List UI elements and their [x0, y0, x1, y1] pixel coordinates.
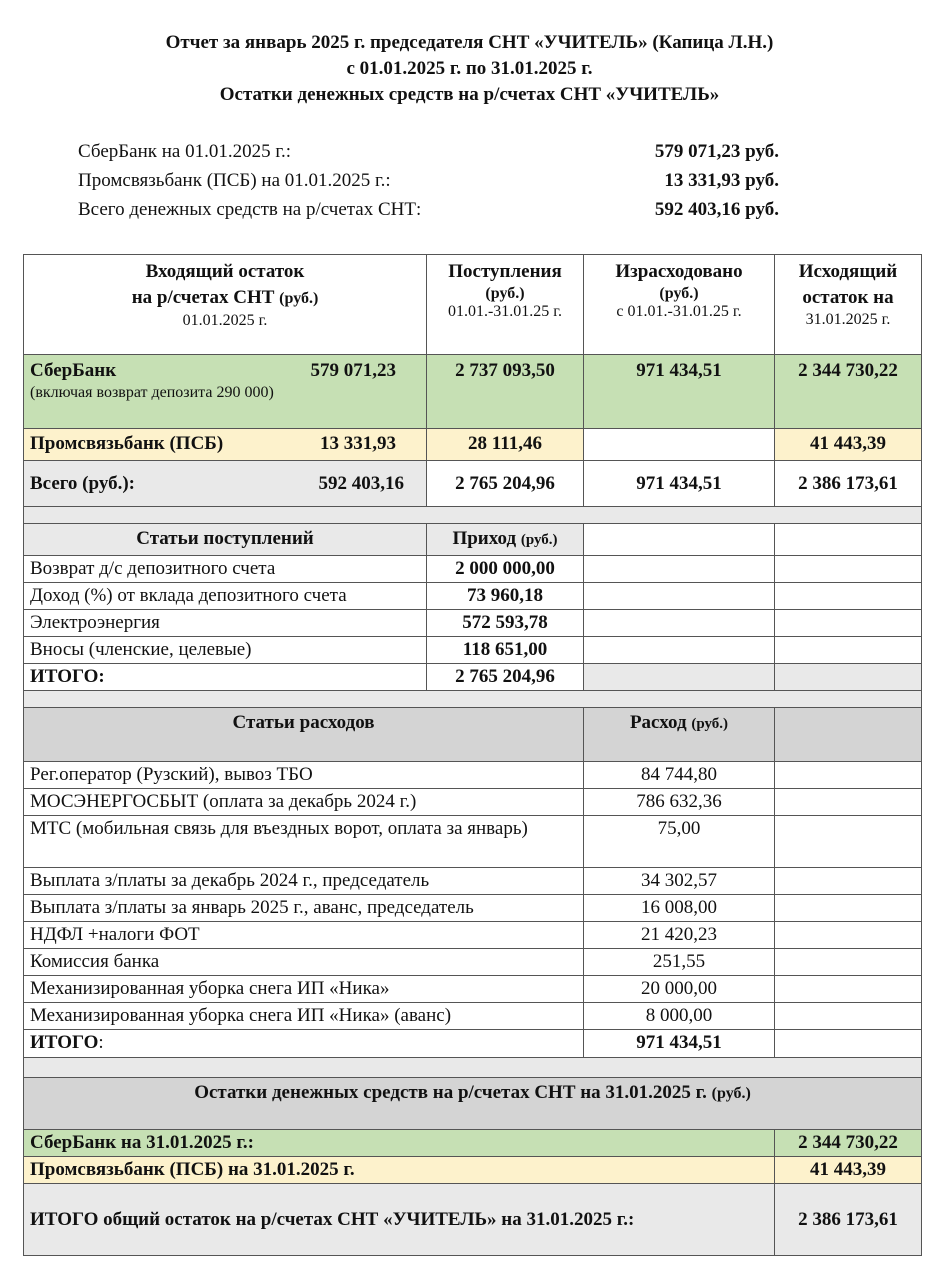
income-row-label: Электроэнергия: [24, 610, 427, 637]
closing-total-amount: 2 386 173,61: [775, 1184, 922, 1256]
spacer-row: [24, 507, 922, 524]
expense-total-amount: 971 434,51: [584, 1030, 775, 1058]
col-opening-header: [24, 255, 427, 355]
expense-row-label: МТС (мобильная связь для въездных ворот, оплата за январь): [24, 816, 584, 868]
expense-row-label: Механизированная уборка снега ИП «Ника»: [24, 976, 584, 1003]
report-table: [23, 254, 922, 1256]
closing-header-row: [24, 1078, 922, 1130]
report-subtitle: Остатки денежных средств на р/счетах СНТ «УЧИТЕЛЬ»: [219, 84, 720, 105]
expense-row: [24, 868, 922, 895]
expense-row: [24, 762, 922, 789]
expense-row: [24, 976, 922, 1003]
expense-row-label: Выплата з/платы за январь 2025 г., аванс, председатель: [24, 895, 584, 922]
total-closing: 2 386 173,61: [775, 461, 922, 507]
expense-header-amount: Расход: [629, 712, 687, 733]
income-header-amount: Приход: [452, 528, 517, 549]
closing-psb-amount: 41 443,39: [775, 1157, 922, 1184]
col-opening-unit: (руб.): [279, 290, 319, 307]
col-spent-unit: (руб.): [659, 285, 699, 302]
balance-row-total: [24, 461, 922, 507]
expense-total-row: [24, 1030, 922, 1058]
col-closing-line1: Исходящий: [798, 261, 898, 282]
psb-cell: [24, 429, 427, 461]
income-header-unit: (руб.): [520, 532, 558, 548]
expense-total-label: ИТОГО: [30, 1032, 99, 1053]
expense-row-amount: 84 744,80: [584, 762, 775, 789]
income-row: [24, 637, 922, 664]
income-total-amount: 2 765 204,96: [427, 664, 584, 691]
col-closing-header: [775, 255, 922, 355]
expense-row-label: Рег.оператор (Рузский), вывоз ТБО: [24, 762, 584, 789]
expense-row-label: Механизированная уборка снега ИП «Ника» (аванс): [24, 1003, 584, 1030]
income-row-label: Доход (%) от вклада депозитного счета: [24, 583, 427, 610]
income-row-amount: 118 651,00: [427, 637, 584, 664]
income-total-label: ИТОГО:: [24, 664, 427, 691]
income-row-amount: 2 000 000,00: [427, 556, 584, 583]
empty-cell: [775, 524, 922, 556]
expense-total-label-cell: [24, 1030, 584, 1058]
psb-income: 28 111,46: [427, 429, 584, 461]
income-row: [24, 583, 922, 610]
balance-row-sber: [24, 355, 922, 429]
expense-header-row: [24, 708, 922, 762]
expense-header-amount-cell: [584, 708, 775, 762]
closing-header: Остатки денежных средств на р/счетах СНТ на 31.01.2025 г.: [194, 1082, 707, 1103]
closing-row-psb: [24, 1157, 922, 1184]
closing-header-unit: (руб.): [711, 1085, 751, 1102]
report-period: с 01.01.2025 г. по 31.01.2025 г.: [346, 58, 593, 79]
expense-row-label: Выплата з/платы за декабрь 2024 г., председатель: [24, 868, 584, 895]
sber-closing: 2 344 730,22: [775, 355, 922, 429]
total-opening: 592 403,16: [318, 472, 404, 494]
balance-row-psb: [24, 429, 922, 461]
closing-psb-label: Промсвязьбанк (ПСБ) на 31.01.2025 г.: [24, 1157, 775, 1184]
income-header-label: Статьи поступлений: [24, 524, 427, 556]
sber-cell: [24, 355, 427, 429]
psb-spent: [584, 429, 775, 461]
summary-value-sber: 579 071,23 руб.: [654, 141, 779, 162]
closing-sber-amount: 2 344 730,22: [775, 1130, 922, 1157]
closing-header-cell: [24, 1078, 922, 1130]
expense-header-unit: (руб.): [691, 716, 729, 732]
income-total-row: [24, 664, 922, 691]
col-opening-date: 01.01.2025 г.: [182, 312, 268, 329]
summary-value-psb: 13 331,93 руб.: [664, 170, 779, 191]
expense-row-label: НДФЛ +налоги ФОТ: [24, 922, 584, 949]
report-title: Отчет за январь 2025 г. председателя СНТ «УЧИТЕЛЬ» (Капица Л.Н.): [165, 32, 774, 53]
psb-opening: 13 331,93: [320, 433, 396, 454]
col-closing-line2: остаток на: [802, 287, 894, 308]
summary-label-total: Всего денежных средств на р/счетах СНТ:: [78, 199, 422, 220]
expense-row-amount: 75,00: [584, 816, 775, 868]
col-income-period: 01.01.-31.01.25 г.: [447, 303, 563, 320]
income-header-amount-cell: [427, 524, 584, 556]
balance-header-row: [24, 255, 922, 355]
closing-sber-label: СберБанк на 31.01.2025 г.:: [24, 1130, 775, 1157]
sber-income: 2 737 093,50: [427, 355, 584, 429]
col-opening-line2: на р/счетах СНТ: [131, 287, 275, 308]
income-row-amount: 73 960,18: [427, 583, 584, 610]
expense-row: [24, 1003, 922, 1030]
income-row-label: Вносы (членские, целевые): [24, 637, 427, 664]
psb-name: Промсвязьбанк (ПСБ): [30, 433, 224, 454]
income-header-row: [24, 524, 922, 556]
sber-spent: 971 434,51: [584, 355, 775, 429]
expense-header-label: Статьи расходов: [24, 708, 584, 762]
col-spent-header: [584, 255, 775, 355]
empty-cell: [584, 524, 775, 556]
expense-row-amount: 251,55: [584, 949, 775, 976]
total-income: 2 765 204,96: [427, 461, 584, 507]
total-spent: 971 434,51: [584, 461, 775, 507]
psb-closing: 41 443,39: [775, 429, 922, 461]
spacer-row: [24, 1058, 922, 1078]
expense-row: [24, 922, 922, 949]
expense-row: [24, 895, 922, 922]
expense-row-label: Комиссия банка: [24, 949, 584, 976]
sber-opening: 579 071,23: [310, 360, 396, 381]
expense-row: [24, 816, 922, 868]
expense-row-amount: 8 000,00: [584, 1003, 775, 1030]
expense-row: [24, 789, 922, 816]
expense-row-amount: 21 420,23: [584, 922, 775, 949]
expense-row-label: МОСЭНЕРГОСБЫТ (оплата за декабрь 2024 г.): [24, 789, 584, 816]
income-row-label: Возврат д/с депозитного счета: [24, 556, 427, 583]
expense-row-amount: 16 008,00: [584, 895, 775, 922]
expense-row-amount: 786 632,36: [584, 789, 775, 816]
sber-name: СберБанк: [30, 360, 117, 381]
summary-label-sber: СберБанк на 01.01.2025 г.:: [78, 141, 292, 162]
summary-label-psb: Промсвязьбанк (ПСБ) на 01.01.2025 г.:: [78, 170, 391, 191]
total-name: Всего (руб.):: [30, 472, 135, 494]
col-income-header: [427, 255, 584, 355]
income-row-amount: 572 593,78: [427, 610, 584, 637]
expense-row-amount: 34 302,57: [584, 868, 775, 895]
income-row: [24, 556, 922, 583]
col-income-title: Поступления: [448, 261, 562, 282]
col-spent-title: Израсходовано: [615, 261, 743, 282]
closing-total-label: ИТОГО общий остаток на р/счетах СНТ «УЧИТЕЛЬ» на 31.01.2025 г.:: [24, 1184, 775, 1256]
col-opening-line1: Входящий остаток: [145, 261, 305, 282]
total-cell: [24, 461, 427, 507]
spacer-row: [24, 691, 922, 708]
summary-value-total: 592 403,16 руб.: [654, 199, 779, 220]
expense-row-amount: 20 000,00: [584, 976, 775, 1003]
income-row: [24, 610, 922, 637]
expense-total-colon: :: [98, 1032, 104, 1053]
closing-row-total: [24, 1184, 922, 1256]
sber-note: (включая возврат депозита 290 000): [30, 384, 274, 401]
col-spent-period: с 01.01.-31.01.25 г.: [616, 303, 742, 320]
expense-row: [24, 949, 922, 976]
closing-row-sber: [24, 1130, 922, 1157]
col-closing-date: 31.01.2025 г.: [805, 311, 891, 328]
col-income-unit: (руб.): [485, 285, 525, 302]
